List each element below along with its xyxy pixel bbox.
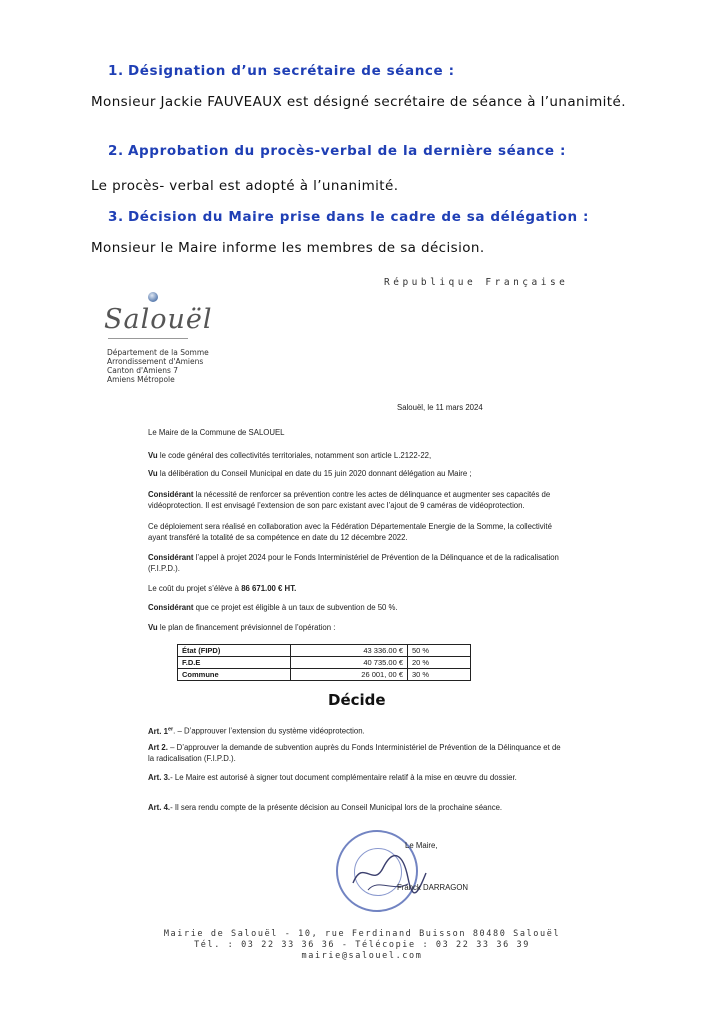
- republique-francaise: République Française: [384, 277, 569, 288]
- salouel-logo: Salouël: [104, 304, 213, 335]
- financing-pct: 20 %: [408, 657, 471, 669]
- vu-cgct: Vu le code général des collectivités territoriales, notamment son article L.2122-22,: [148, 451, 432, 460]
- considerant-prevention: Considérant la nécessité de renforcer sa prévention contre les actes de délinquance et augmenter ses capacités de vidéoprotection. Il est envisagé l’extension de son parc existant avec l’ajout de 9 caméras de vidéoprotection.: [148, 490, 551, 510]
- cout-projet: Le coût du projet s’élève à 86 671.00 € HT.: [148, 584, 297, 593]
- letter-date: Salouël, le 11 mars 2024: [397, 403, 483, 412]
- dept-line-4: Amiens Métropole: [107, 375, 175, 384]
- section-1-body: Monsieur Jackie FAUVEAUX est désigné secrétaire de séance à l’unanimité.: [91, 94, 626, 110]
- financing-amount: 26 001, 00 €: [291, 669, 408, 681]
- signature-name: Franck DARRAGON: [397, 883, 469, 892]
- decide-heading: Décide: [328, 691, 386, 709]
- article-2: Art 2. – D’approuver la demande de subvention auprès du Fonds Interministériel de Prévention de la Délinquance et de la radicalisation (F.I.P.D.).: [148, 743, 561, 763]
- financing-label: F.D.E: [178, 657, 291, 669]
- section-2-body: Le procès- verbal est adopté à l’unanimité.: [91, 178, 399, 194]
- vu-plan-financement: Vu le plan de financement prévisionnel de l’opération :: [148, 623, 336, 632]
- signature-title: Le Maire,: [405, 841, 438, 850]
- article-1: Art. 1er. – D’approuver l’extension du système vidéoprotection.: [148, 726, 365, 736]
- section-2-title: 2. Approbation du procès-verbal de la dernière séance :: [108, 143, 566, 159]
- letter-intro: Le Maire de la Commune de SALOUEL: [148, 428, 285, 437]
- section-3-title: 3. Décision du Maire prise dans le cadre de sa délégation :: [108, 209, 590, 225]
- department-block: [107, 348, 209, 384]
- table-row: [178, 657, 471, 669]
- logo-emblem-icon: [148, 292, 158, 302]
- financing-amount: 40 735.00 €: [291, 657, 408, 669]
- financing-table: [177, 644, 471, 681]
- footer-phone: Tél. : 03 22 33 36 36 - Télécopie : 03 22 33 36 39: [194, 940, 530, 950]
- considerant-deploiement: Ce déploiement sera réalisé en collaboration avec la Fédération Départementale Energie de la Somme, la collectivité ayant transféré la totalité de sa compétence en date du 12 décembre 2022.: [148, 522, 552, 542]
- financing-amount: 43 336.00 €: [291, 645, 408, 657]
- logo-underline: [108, 338, 188, 339]
- financing-pct: 30 %: [408, 669, 471, 681]
- vu-deliberation: Vu la délibération du Conseil Municipal en date du 15 juin 2020 donnant délégation au Maire ;: [148, 469, 472, 478]
- section-3-body: Monsieur le Maire informe les membres de sa décision.: [91, 240, 485, 256]
- article-3: Art. 3.- Le Maire est autorisé à signer tout document complémentaire relatif à la mise en œuvre du dossier.: [148, 773, 517, 782]
- financing-label: Commune: [178, 669, 291, 681]
- footer-address: Mairie de Salouël - 10, rue Ferdinand Buisson 80480 Salouël: [163, 929, 561, 939]
- article-4: Art. 4.- Il sera rendu compte de la présente décision au Conseil Municipal lors de la prochaine séance.: [148, 803, 503, 812]
- table-row: [178, 669, 471, 681]
- considerant-appel-projet: Considérant l’appel à projet 2024 pour le Fonds Interministériel de Prévention de la Délinquance et de la radicalisation (F.I.P.D.).: [148, 553, 559, 573]
- footer-email: mairie@salouel.com: [301, 951, 423, 961]
- section-1-title: 1. Désignation d’un secrétaire de séance :: [108, 63, 455, 79]
- dept-line-3: Canton d'Amiens 7: [107, 366, 179, 375]
- financing-label: État (FIPD): [178, 645, 291, 657]
- considerant-eligible: Considérant que ce projet est éligible à un taux de subvention de 50 %.: [148, 603, 398, 612]
- table-row: [178, 645, 471, 657]
- dept-line-1: Département de la Somme: [107, 348, 209, 357]
- dept-line-2: Arrondissement d'Amiens: [107, 357, 204, 366]
- financing-pct: 50 %: [408, 645, 471, 657]
